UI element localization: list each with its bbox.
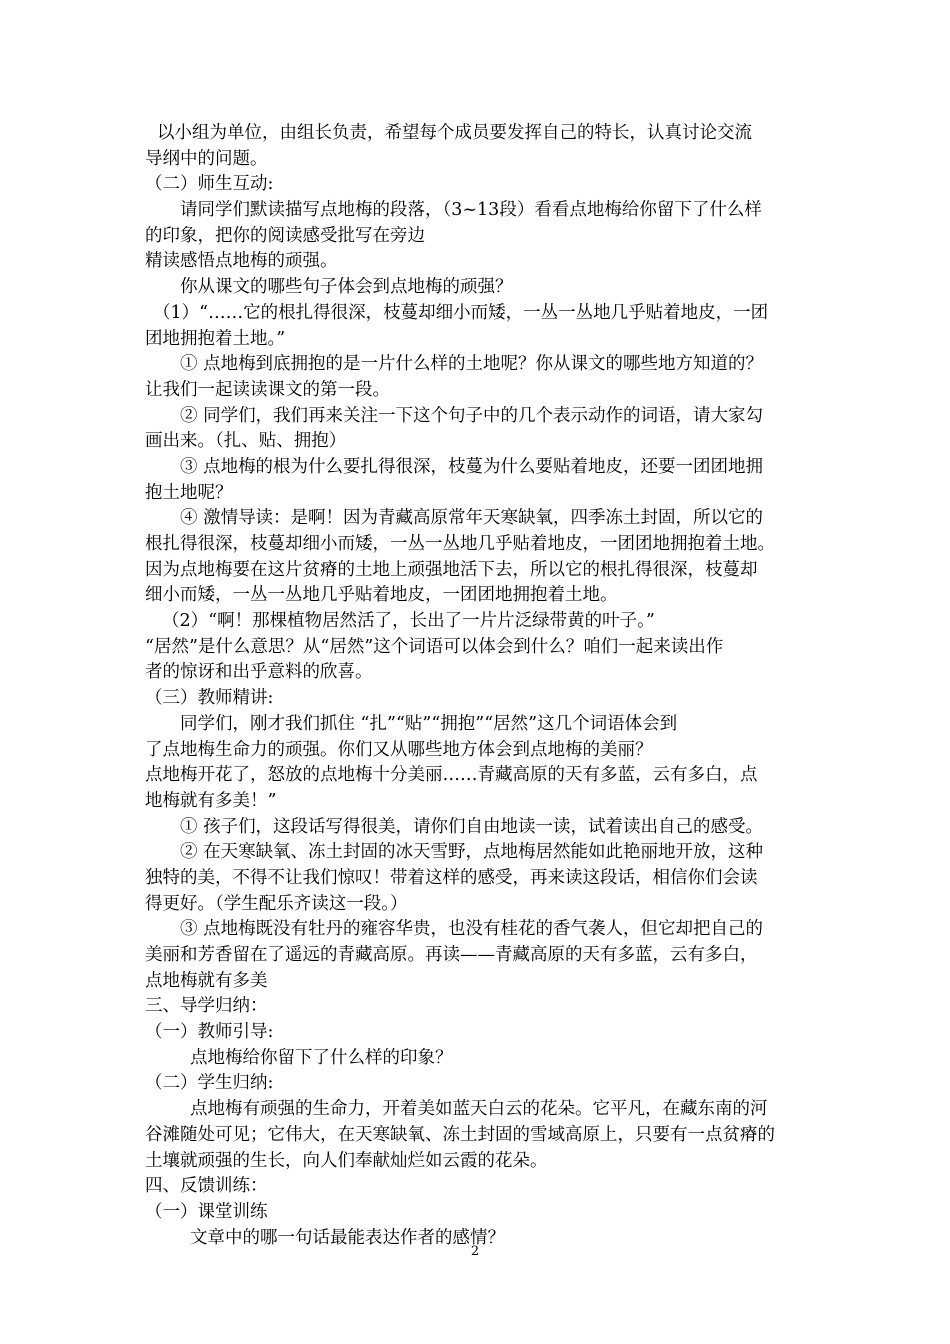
text-line: 三、导学归纳： bbox=[145, 996, 268, 1017]
text-line: 因为点地梅要在这片贫瘠的土地上顽强地活下去，所以它的根扎得很深，枝蔓却 bbox=[145, 559, 758, 580]
text-line: ③ 点地梅的根为什么要扎得很深，枝蔓为什么要贴着地皮，还要一团团地拥 bbox=[180, 456, 764, 477]
text-line: “居然”是什么意思？从“居然”这个词语可以体会到什么？咱们一起来读出作 bbox=[145, 636, 724, 657]
text-line: 同学们，刚才我们抓住 “扎”“贴”“拥抱”“居然”这几个词语体会到 bbox=[180, 713, 678, 734]
text-line: 导纲中的问题。 bbox=[145, 148, 268, 169]
text-line: 团地拥抱着土地。” bbox=[145, 328, 286, 349]
text-line: 文章中的哪一句话最能表达作者的感情？ bbox=[190, 1227, 505, 1248]
page-number: 2 bbox=[470, 1244, 480, 1259]
text-line: 点地梅就有多美 bbox=[145, 970, 268, 991]
text-line: （2）“啊！那棵植物居然活了，长出了一片片泛绿带黄的叶子。” bbox=[162, 611, 655, 632]
text-line: ① 点地梅到底拥抱的是一片什么样的土地呢？你从课文的哪些地方知道的？ bbox=[180, 354, 764, 375]
text-line: ③ 点地梅既没有牡丹的雍容华贵，也没有桂花的香气袭人，但它却把自己的 bbox=[180, 919, 764, 940]
text-line: 的印象，把你的阅读感受批写在旁边 bbox=[145, 225, 425, 246]
text-line: 独特的美，不得不让我们惊叹！带着这样的感受，再来读这段话，相信你们会读 bbox=[145, 867, 758, 888]
text-line: （二）师生互动: bbox=[145, 174, 274, 195]
text-line: ② 在天寒缺氧、冻土封固的冰天雪野，点地梅居然能如此艳丽地开放，这种 bbox=[180, 842, 764, 863]
text-line: 根扎得很深，枝蔓却细小而矮，一丛一丛地几乎贴着地皮，一团团地拥抱着土地。 bbox=[145, 534, 775, 554]
text-line: 你从课文的哪些句子体会到点地梅的顽强？ bbox=[180, 277, 513, 298]
text-line: ④ 激情导读：是啊！因为青藏高原常年天寒缺氧，四季冻土封固，所以它的 bbox=[180, 508, 764, 529]
text-line: ② 同学们，我们再来关注一下这个句子中的几个表示动作的词语，请大家勾 bbox=[180, 405, 764, 426]
text-line: 四、反馈训练： bbox=[145, 1176, 268, 1197]
text-line: ① 孩子们，这段话写得很美，请你们自由地读一读，试着读出自己的感受。 bbox=[180, 816, 764, 837]
text-line: 细小而矮，一丛一丛地几乎贴着地皮，一团团地拥抱着土地。 bbox=[145, 585, 618, 606]
text-line: 点地梅开花了，怒放的点地梅十分美丽……青藏高原的天有多蓝，云有多白，点 bbox=[145, 765, 758, 786]
text-line: 抱土地呢？ bbox=[145, 482, 233, 503]
text-line: 点地梅给你留下了什么样的印象？ bbox=[190, 1047, 453, 1068]
page-content bbox=[145, 121, 835, 1251]
text-line: 了点地梅生命力的顽强。你们又从哪些地方体会到点地梅的美丽？ bbox=[145, 739, 653, 760]
text-line: 让我们一起读读课文的第一段。 bbox=[145, 379, 390, 400]
text-line: 画出来。（扎、贴、拥抱） bbox=[145, 431, 347, 452]
text-line: 得更好。（学生配乐齐读这一段。） bbox=[145, 893, 408, 914]
text-line: 以小组为单位，由组长负责，希望每个成员要发挥自己的特长，认真讨论交流 bbox=[157, 123, 752, 143]
text-line: 谷滩随处可见；它伟大，在天寒缺氧、冻土封固的雪域高原上，只要有一点贫瘠的 bbox=[145, 1124, 775, 1145]
text-line: 请同学们默读描写点地梅的段落，（3~13段）看看点地梅给你留下了什么样 bbox=[180, 200, 762, 221]
text-line: （一）课堂训练 bbox=[145, 1201, 268, 1222]
text-line: 地梅就有多美！” bbox=[145, 790, 277, 811]
text-line: 精读感悟点地梅的顽强。 bbox=[145, 251, 338, 272]
text-line: 土壤就顽强的生长，向人们奉献灿烂如云霞的花朵。 bbox=[145, 1150, 548, 1171]
text-line: 点地梅有顽强的生命力，开着美如蓝天白云的花朵。它平凡，在藏东南的河 bbox=[190, 1099, 768, 1120]
text-line: （1）“……它的根扎得很深，枝蔓却细小而矮，一丛一丛地几乎贴着地皮，一团 bbox=[153, 302, 769, 323]
text-line: 者的惊讶和出乎意料的欣喜。 bbox=[145, 662, 373, 683]
text-line: 美丽和芳香留在了遥远的青藏高原。再读——青藏高原的天有多蓝，云有多白， bbox=[145, 945, 758, 965]
text-line: （一）教师引导: bbox=[145, 1022, 274, 1043]
text-line: （二）学生归纳: bbox=[145, 1073, 274, 1094]
text-line: （三）教师精讲: bbox=[145, 688, 274, 709]
